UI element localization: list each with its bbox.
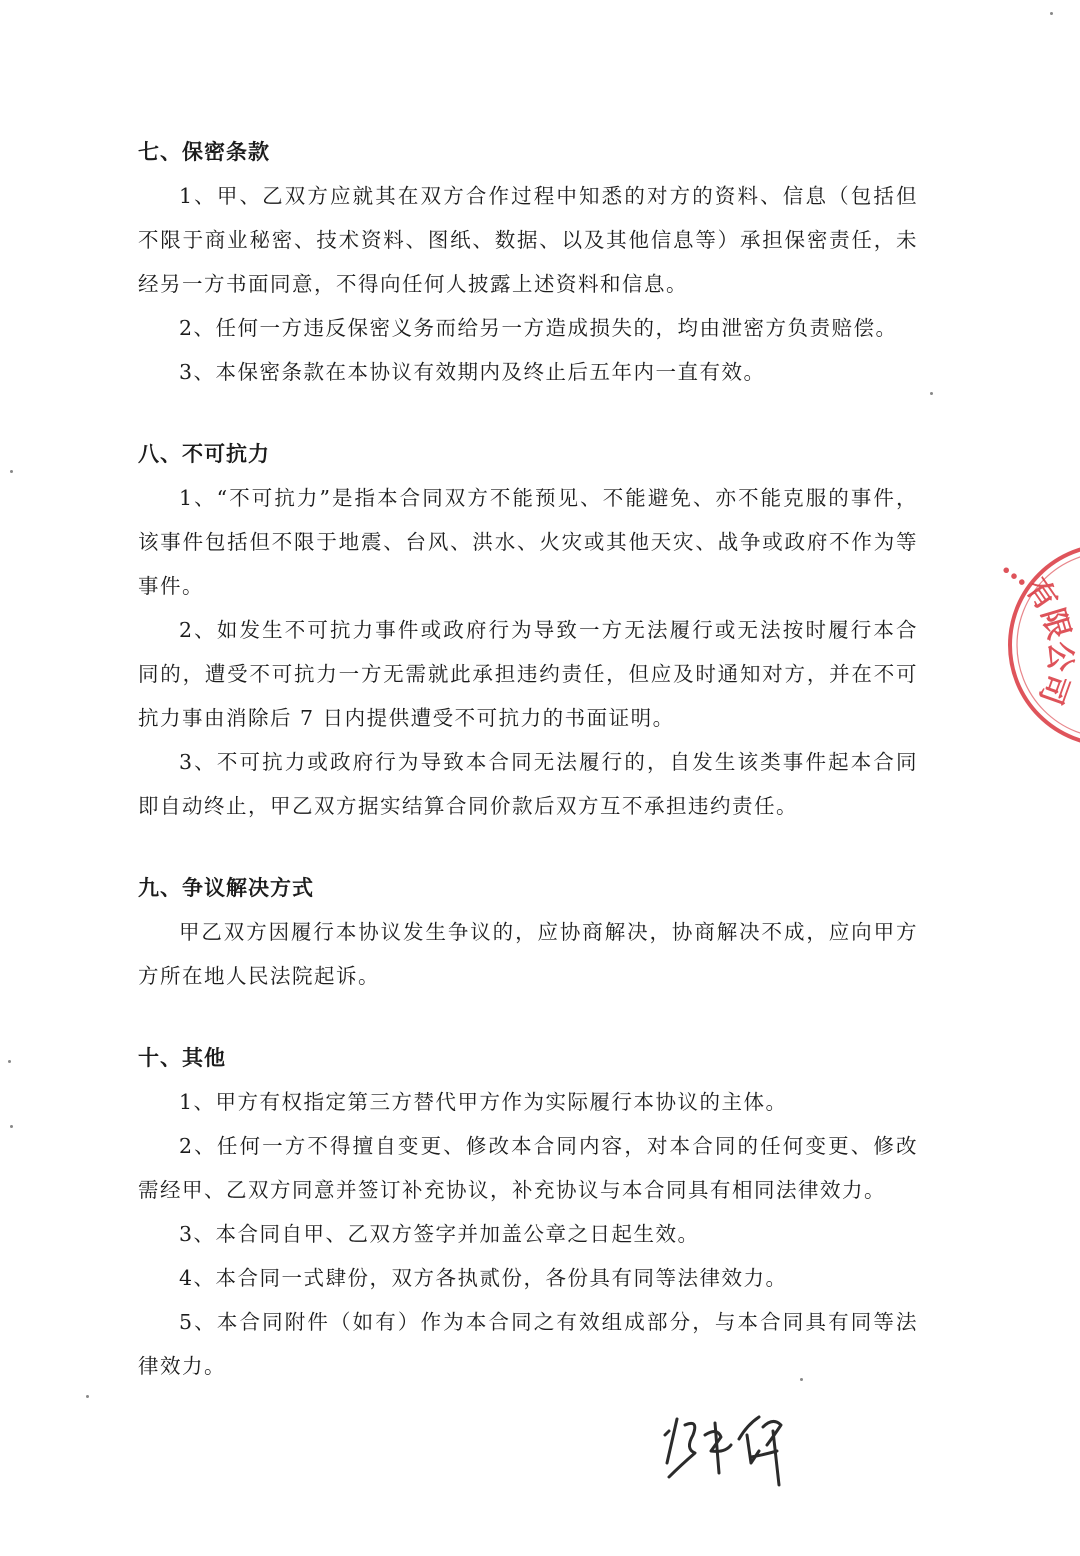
section-miscellaneous bbox=[138, 1036, 918, 1388]
clause-paragraph: 1、甲方有权指定第三方替代甲方作为实际履行本协议的主体。 bbox=[179, 1090, 788, 1114]
scan-speck bbox=[10, 1125, 13, 1128]
section-heading: 七、保密条款 bbox=[138, 139, 270, 164]
scan-speck bbox=[10, 470, 13, 473]
scan-speck bbox=[1050, 12, 1053, 15]
clause-paragraph: 甲乙双方因履行本协议发生争议的，应协商解决，协商解决不成，应向甲方方所在地人民法院起诉。 bbox=[138, 920, 918, 988]
section-force-majeure bbox=[138, 432, 918, 828]
clause-paragraph: 5、本合同附件（如有）作为本合同之有效组成部分，与本合同具有同等法律效力。 bbox=[138, 1310, 918, 1378]
clause-paragraph: 2、任何一方违反保密义务而给另一方造成损失的，均由泄密方负责赔偿。 bbox=[179, 316, 898, 340]
clause-paragraph: 1、甲、乙双方应就其在双方合作过程中知悉的对方的资料、信息（包括但不限于商业秘密、技术资料、图纸、数据、以及其他信息等）承担保密责任，未经另一方书面同意，不得向任何人披露上述资料和信息。 bbox=[138, 184, 918, 296]
clause-paragraph: 1、“不可抗力”是指本合同双方不能预见、不能避免、亦不能克服的事件，该事件包括但不限于地震、台风、洪水、火灾或其他天灾、战争或政府不作为等事件。 bbox=[138, 486, 918, 598]
scan-speck bbox=[800, 1378, 803, 1381]
svg-text:…有限公司 bbox=[996, 547, 1078, 708]
clause-paragraph: 3、本保密条款在本协议有效期内及终止后五年内一直有效。 bbox=[179, 360, 766, 384]
section-dispute-resolution bbox=[138, 866, 918, 998]
contract-body bbox=[138, 130, 918, 1426]
scan-speck bbox=[8, 1060, 11, 1063]
section-confidentiality bbox=[138, 130, 918, 394]
section-heading: 十、其他 bbox=[138, 1045, 226, 1070]
handwritten-signature-icon bbox=[655, 1405, 805, 1495]
clause-paragraph: 2、如发生不可抗力事件或政府行为导致一方无法履行或无法按时履行本合同的，遭受不可抗力一方无需就此承担违约责任，但应及时通知对方，并在不可抗力事由消除后 7 日内提供遭受不可抗力的书面证明。 bbox=[138, 618, 918, 730]
section-heading: 八、不可抗力 bbox=[138, 441, 270, 466]
clause-paragraph: 2、任何一方不得擅自变更、修改本合同内容，对本合同的任何变更、修改需经甲、乙双方同意并签订补充协议，补充协议与本合同具有相同法律效力。 bbox=[138, 1134, 918, 1202]
scan-speck bbox=[86, 1395, 89, 1398]
section-heading: 九、争议解决方式 bbox=[138, 875, 314, 900]
company-seal-icon bbox=[960, 540, 1080, 750]
clause-paragraph: 4、本合同一式肆份，双方各执贰份，各份具有同等法律效力。 bbox=[179, 1266, 788, 1290]
seal-text: …有限公司 bbox=[995, 547, 1078, 709]
scan-speck bbox=[930, 392, 933, 395]
clause-paragraph: 3、不可抗力或政府行为导致本合同无法履行的，自发生该类事件起本合同即自动终止，甲乙双方据实结算合同价款后双方互不承担违约责任。 bbox=[138, 750, 918, 818]
clause-paragraph: 3、本合同自甲、乙双方签字并加盖公章之日起生效。 bbox=[179, 1222, 700, 1246]
